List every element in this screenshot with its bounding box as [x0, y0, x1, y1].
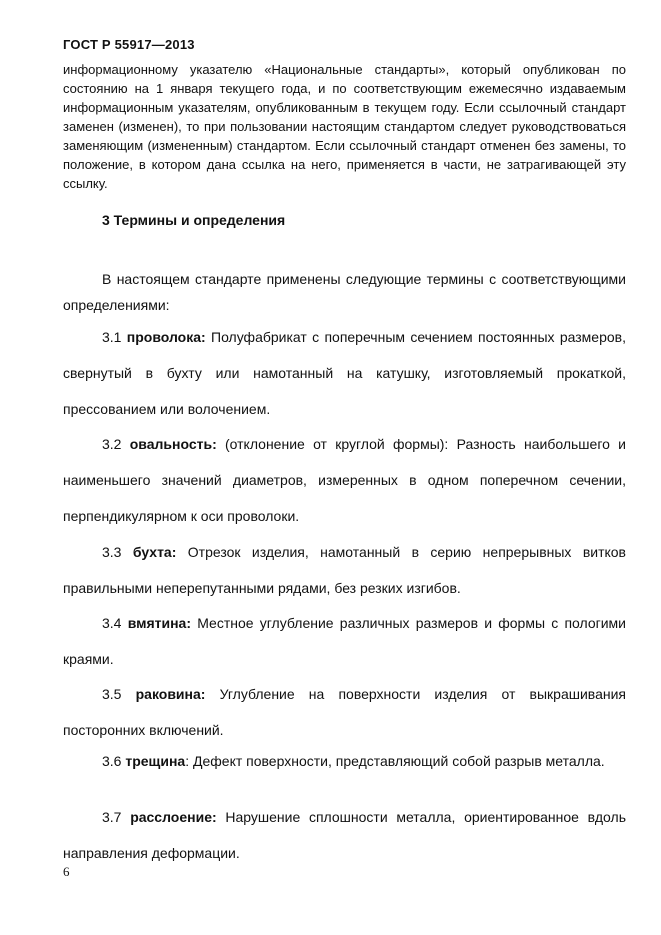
term-item [63, 534, 626, 606]
term-item [63, 426, 626, 534]
term-definition: (отклонение от круглой формы): Разность наибольшего и наименьшего значений диаметров, измеренных в одном поперечном сечении, перпендикулярном к оси проволоки. [63, 436, 626, 524]
term-item [63, 799, 626, 871]
section-heading: 3 Термины и определения [102, 212, 286, 228]
term-number: 3.4 [102, 615, 128, 631]
term-definition: Местное углубление различных размеров и формы с пологими краями. [63, 615, 626, 667]
term-number: 3.1 [102, 329, 127, 345]
term-name: овальность: [129, 436, 217, 452]
intro-paragraph: информационному указателю «Национальные стандарты», который опубликован по состоянию на 1 января текущего года, и по соответствующим ежемесячно издаваемым информационным указателям, опубликованным в текущем году. Если ссылочный стандарт заменен (изменен), то при пользовании настоящим стандартом следует руководствоваться заменяющим (измененным) стандартом. Если ссылочный стандарт отменен без замены, то положение, в котором дана ссылка на него, применяется в части, не затрагивающей эту ссылку. [63, 62, 626, 191]
term-number: 3.6 [102, 753, 126, 769]
page-number: 6 [63, 864, 70, 879]
term-item [63, 748, 626, 774]
term-number: 3.7 [102, 809, 131, 825]
term-number: 3.5 [102, 686, 136, 702]
section-lead-paragraph: В настоящем стандарте применены следующие термины с соответствующими определениями: [63, 271, 626, 313]
term-definition: Углубление на поверхности изделия от выкрашивания посторонних включений. [63, 686, 626, 738]
term-definition: Полуфабрикат с поперечным сечением постоянных размеров, свернутый в бухту или намотанный на катушку, изготовляемый прокаткой, прессованием или волочением. [63, 329, 626, 417]
term-definition: Нарушение сплошности металла, ориентированное вдоль направления деформации. [63, 809, 626, 861]
term-name: бухта: [132, 544, 177, 560]
term-name: расслоение: [130, 809, 217, 825]
term-number: 3.2 [102, 436, 130, 452]
term-definition: : Дефект поверхности, представляющий собой разрыв металла. [185, 753, 605, 769]
term-name: трещина [125, 753, 186, 769]
document-standard-id: ГОСТ Р 55917—2013 [63, 37, 195, 52]
term-item [63, 676, 626, 748]
term-item [63, 319, 626, 427]
term-item [63, 605, 626, 677]
term-name: проволока: [126, 329, 206, 345]
term-name: вмятина: [127, 615, 192, 631]
term-number: 3.3 [102, 544, 133, 560]
term-name: раковина: [135, 686, 206, 702]
term-definition: Отрезок изделия, намотанный в серию непрерывных витков правильными неперепутанными рядами, без резких изгибов. [63, 544, 626, 596]
